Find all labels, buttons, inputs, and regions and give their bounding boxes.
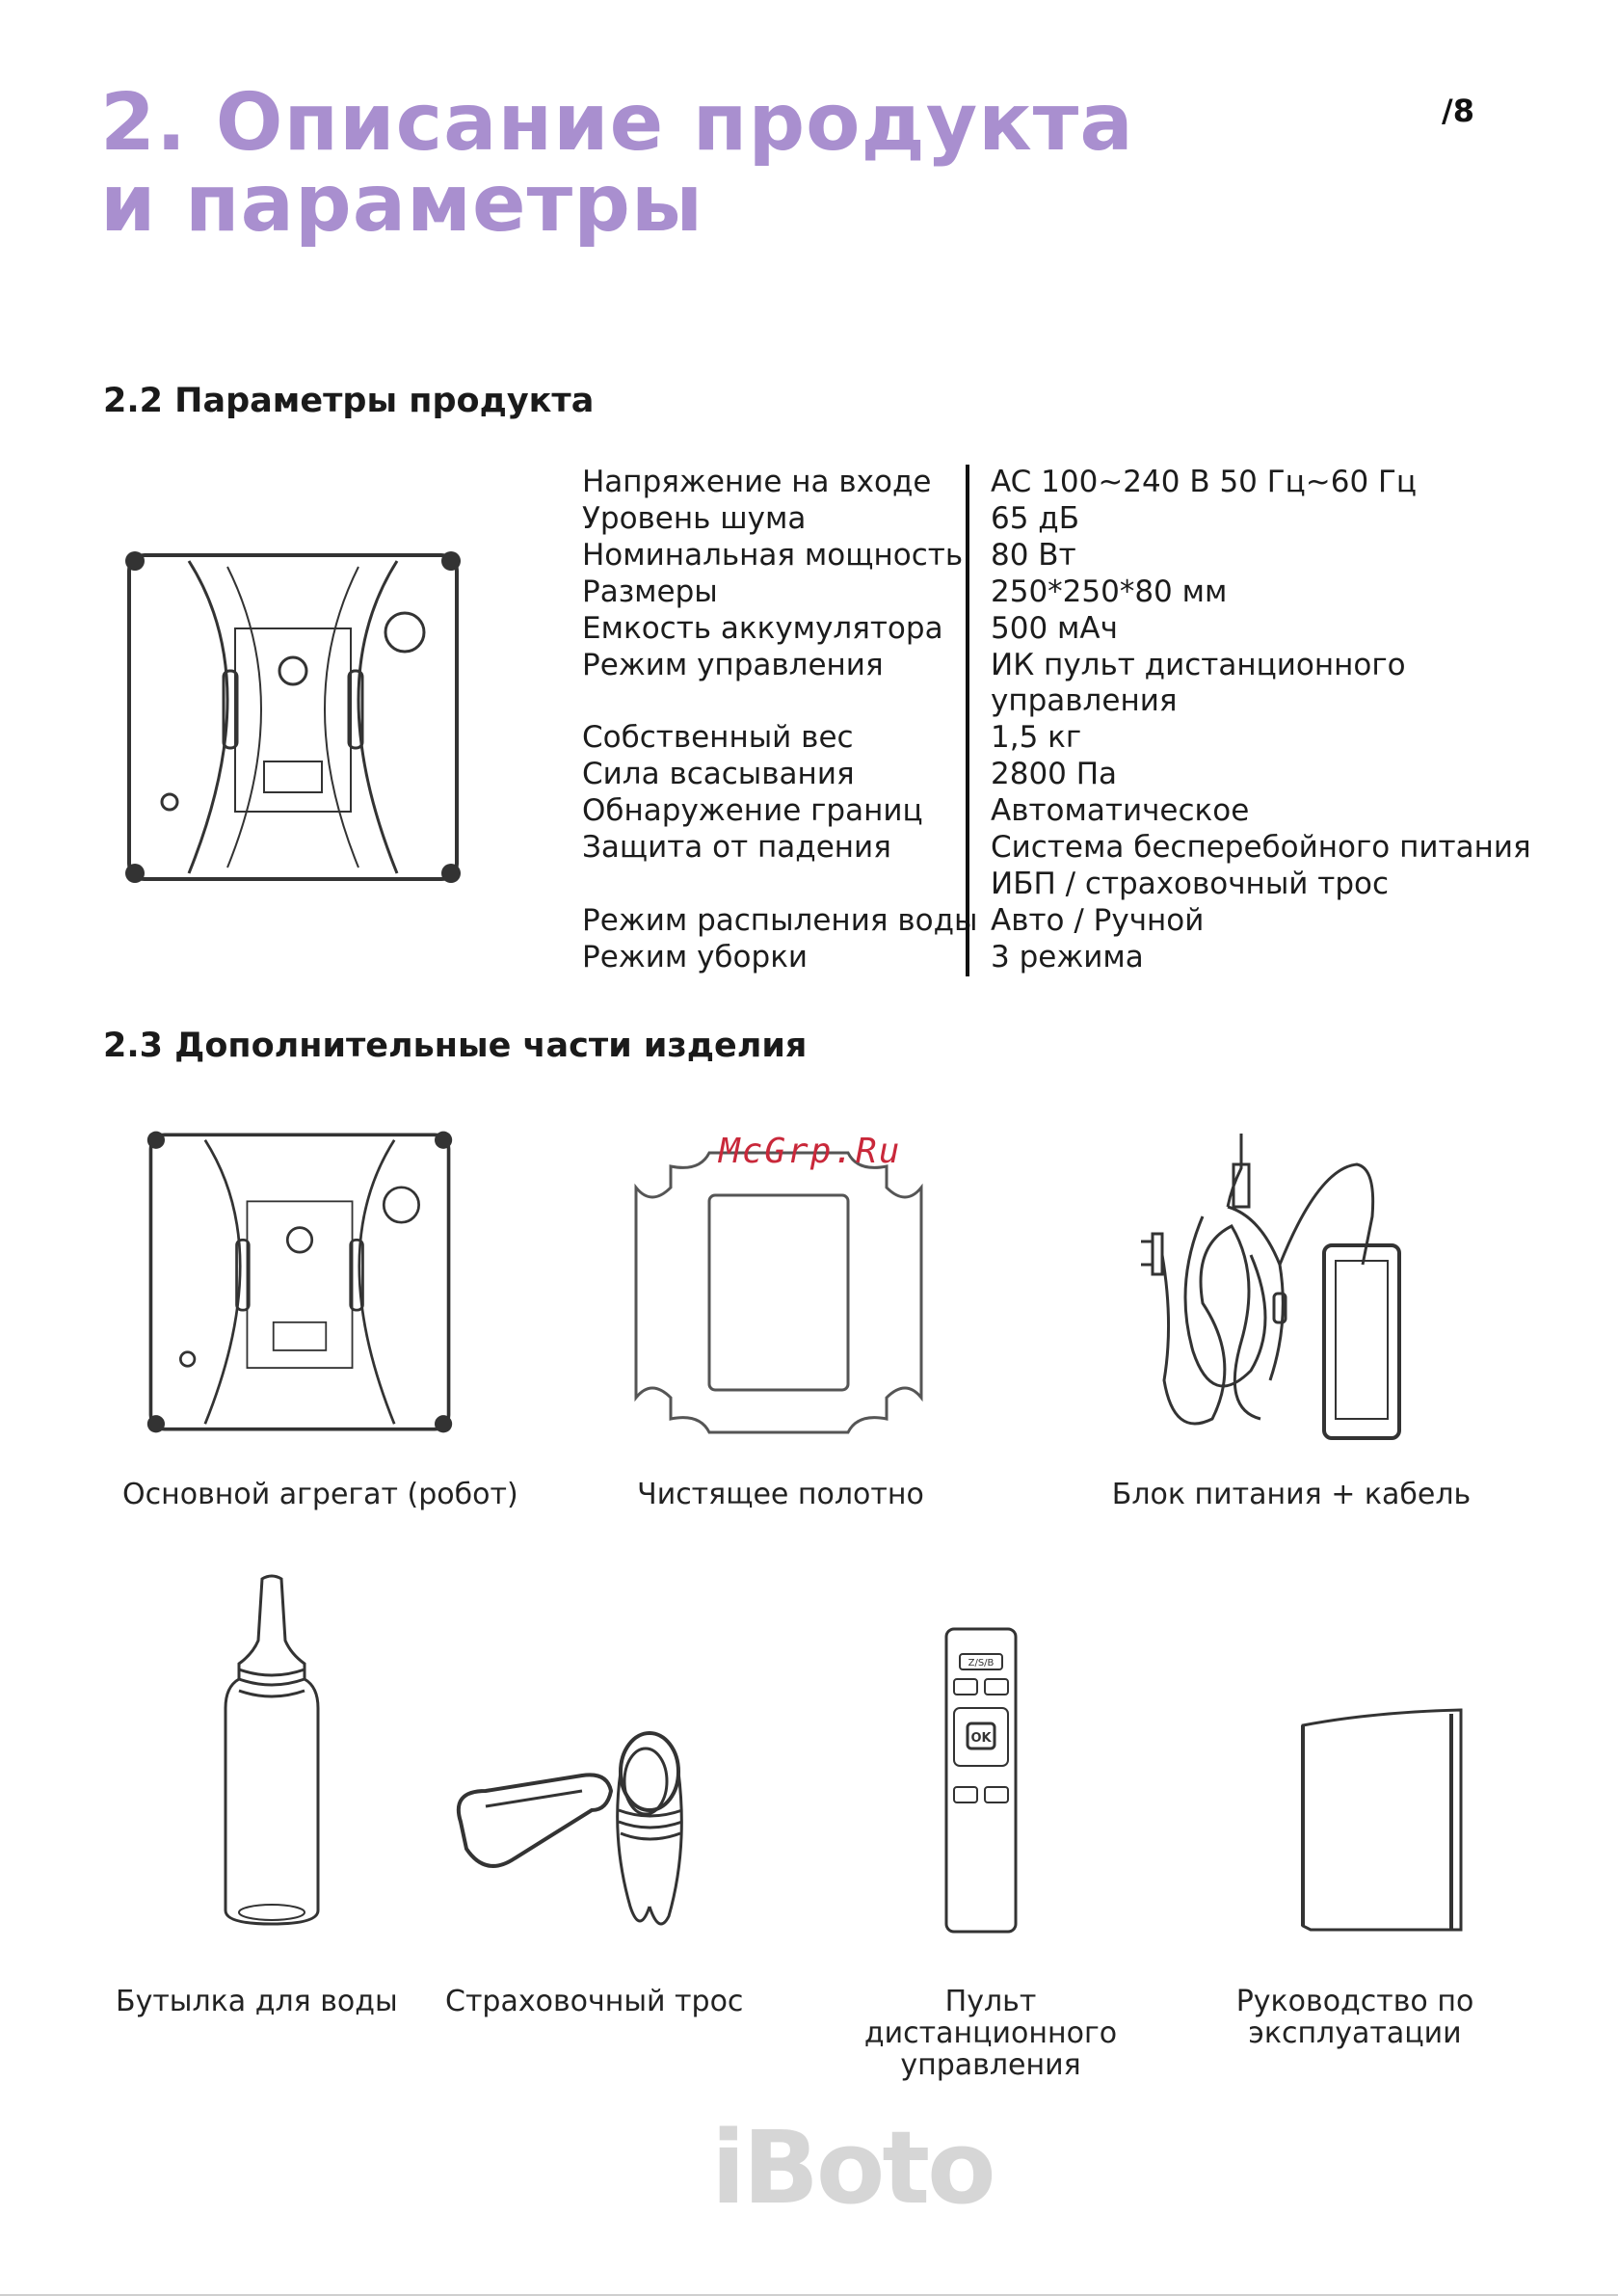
spec-label: Номинальная мощность — [582, 537, 964, 573]
spec-value — [966, 611, 1118, 648]
spec-label: Емкость аккумулятора — [582, 610, 943, 646]
spec-label: Режим распыления воды — [582, 902, 978, 938]
section-heading-parts: 2.3 Дополнительные части изделия — [103, 1027, 808, 1065]
spec-row — [582, 903, 1531, 940]
page-title-line-2: и параметры — [100, 158, 704, 250]
watermark: McGrp.Ru — [719, 1132, 902, 1171]
spec-value-line: Система бесперебойного питания — [991, 830, 1531, 866]
spec-value-line: ИК пульт дистанционного — [991, 647, 1406, 682]
spec-value — [966, 793, 1249, 830]
spec-value-line: 80 Вт — [991, 537, 1076, 573]
spec-row — [582, 574, 1531, 611]
spec-label: Сила всасывания — [582, 757, 855, 792]
spec-value-line: 250*250*80 мм — [991, 574, 1228, 609]
spec-value-line: 2800 Па — [991, 757, 1118, 792]
remote-top-label: Z/S/B — [968, 1658, 995, 1669]
spec-row — [582, 940, 1531, 976]
safety-rope-illustration — [447, 1714, 698, 1936]
spec-row — [582, 720, 1531, 757]
spec-value — [966, 648, 1406, 721]
page-title — [100, 77, 1134, 250]
spec-value — [966, 501, 1079, 538]
robot-unit-illustration — [143, 1128, 457, 1436]
specs-table — [582, 465, 1531, 976]
spec-row — [582, 465, 1531, 501]
spec-label: Собственный вес — [582, 720, 854, 756]
spec-row — [582, 793, 1531, 830]
page-title-line-1: 2. Описание продукта — [100, 77, 1134, 169]
spec-value-line: ИБП / страховочный трос — [991, 866, 1390, 901]
spec-value — [966, 720, 1081, 757]
spec-value — [966, 757, 1117, 793]
cleaning-pad-illustration — [632, 1149, 925, 1436]
spec-label: Режим управления — [582, 647, 884, 682]
spec-row — [582, 611, 1531, 648]
page-number: /8 — [1442, 93, 1474, 129]
spec-label: Режим уборки — [582, 939, 809, 974]
power-adapter-illustration — [1135, 1130, 1405, 1459]
spec-value-line: 500 мАч — [991, 610, 1118, 646]
spec-value-line: 1,5 кг — [991, 720, 1082, 756]
spec-value-line: Авто / Ручной — [991, 902, 1205, 938]
spec-row — [582, 501, 1531, 538]
caption-water-bottle: Бутылка для воды — [116, 1985, 398, 2018]
spec-value — [966, 903, 1204, 940]
spec-value — [966, 574, 1227, 611]
spec-label: Обнаружение границ — [582, 793, 923, 829]
caption-cleaning-pad: Чистящее полотно — [637, 1478, 924, 1511]
remote-ok-label: OK — [970, 1731, 992, 1746]
caption-power-supply: Блок питания + кабель — [1111, 1478, 1472, 1511]
spec-row — [582, 648, 1531, 721]
spec-value-line: 65 дБ — [991, 500, 1080, 536]
user-manual-illustration — [1297, 1706, 1469, 1937]
remote-control-illustration — [942, 1625, 1020, 1936]
section-heading-params: 2.2 Параметры продукта — [103, 382, 595, 420]
spec-row — [582, 538, 1531, 574]
spec-value — [966, 940, 1144, 976]
spec-label: Размеры — [582, 574, 718, 609]
caption-user-manual: Руководство по эксплуатации — [1235, 1985, 1474, 2050]
caption-main-unit: Основной агрегат (робот) — [122, 1478, 518, 1511]
spec-label: Уровень шума — [582, 500, 807, 536]
spec-value-line: управления — [991, 683, 1178, 719]
brand-logo: iBoto — [711, 2109, 994, 2227]
robot-illustration — [121, 547, 464, 887]
spec-value-line: Автоматическое — [991, 793, 1250, 829]
spec-label: Защита от падения — [582, 830, 891, 866]
caption-safety-rope: Страховочный трос — [445, 1985, 744, 2018]
spec-value-line: 3 режима — [991, 939, 1144, 974]
spec-row — [582, 757, 1531, 793]
water-bottle-illustration — [218, 1573, 326, 1930]
spec-value — [966, 538, 1076, 574]
spec-label: Напряжение на входе — [582, 465, 932, 499]
spec-value — [966, 465, 1417, 501]
spec-value — [966, 830, 1531, 903]
caption-remote-control: Пульт дистанционного управления — [863, 1985, 1118, 2082]
spec-value-line: AC 100~240 В 50 Гц~60 Гц — [991, 465, 1418, 499]
spec-row — [582, 830, 1531, 903]
